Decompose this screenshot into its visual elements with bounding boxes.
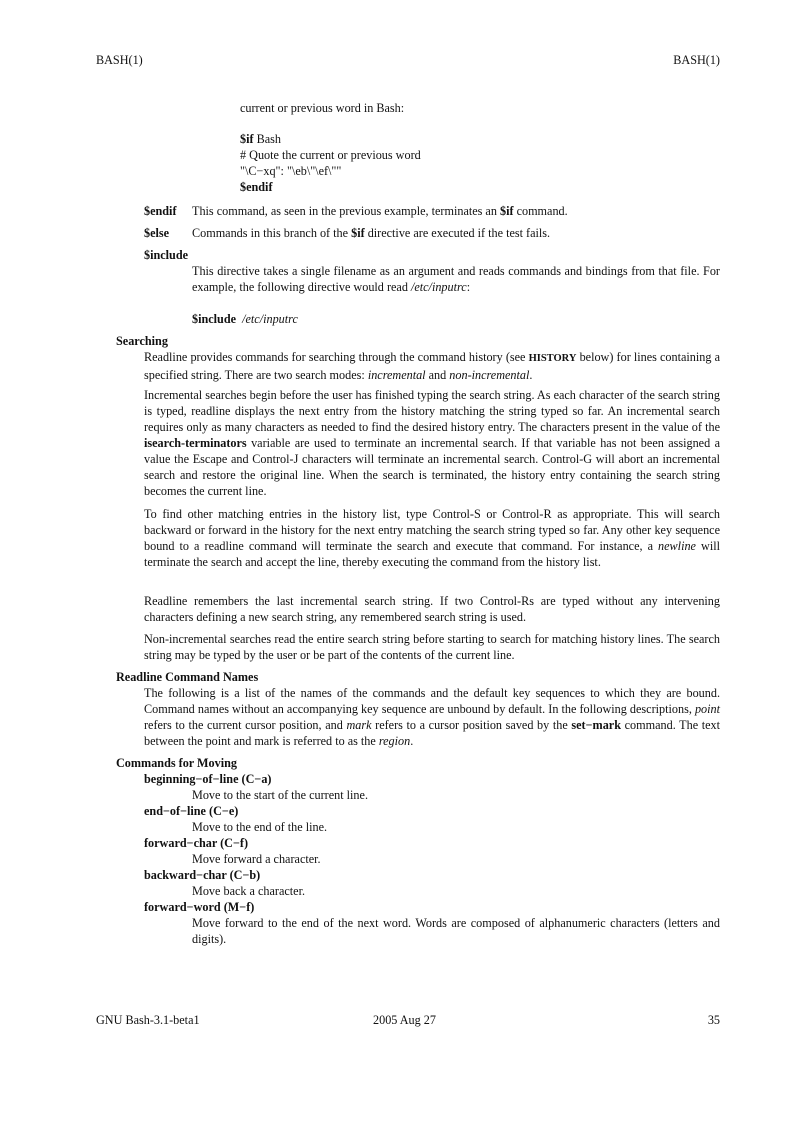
searching-para-2: Incremental searches begin before the user has finished typing the search string. As each character of the search string is typed, readline displays the next entry from the history matching the string typed so far. An incremental search requires only as many characters as needed to find the desired history entry. The characters present in the value of the isearch-terminators variable are used to terminate an incremental search. If that variable has not been assigned a value the Escape and Control-J characters will terminate an incremental search. Control-G will abort an incremental search and restore the original line. When the search is terminated, the history entry containing the search string becomes the current line. <box>144 388 720 498</box>
intro-line: current or previous word in Bash: <box>240 101 405 115</box>
command-desc: Move back a character. <box>192 884 306 898</box>
include-desc: This directive takes a single filename as an argument and reads commands and bindings from that file. For example, the following directive would read /etc/inputrc: <box>192 264 720 294</box>
command-desc: Move to the start of the current line. <box>192 788 368 802</box>
page-number: 35 <box>707 1013 720 1027</box>
command-desc: Move to the end of the line. <box>192 820 328 834</box>
searching-para-5: Non-incremental searches read the entire search string before starting to search for matching history lines. The search string may be typed by the user or be part of the contents of the current line. <box>144 632 720 662</box>
command-desc: Move forward to the end of the next word. Words are composed of alphanumeric characters (letters and digits). <box>192 916 720 946</box>
code-if-keyword: $if <box>240 132 254 146</box>
command-desc: Move forward a character. <box>192 852 321 866</box>
command-names-heading: Readline Command Names <box>116 670 259 684</box>
searching-para-4: Readline remembers the last incremental search string. If two Control-Rs are typed without any intervening characters defining a new search string, any remembered search string is used. <box>144 594 720 624</box>
else-term: $else <box>144 226 170 240</box>
searching-para-3: To find other matching entries in the history list, type Control-S or Control-R as appropriate. This will search backward or forward in the history for the next entry matching the search string typed so far. Any other key sequence bound to a readline command will terminate the search and execute that command. For instance, a newline will terminate the search and accept the line, thereby executing the command from the history list. <box>144 507 720 569</box>
command-name: end−of−line (C−e) <box>144 804 239 818</box>
code-line-4: $endif <box>240 180 273 194</box>
code-block <box>240 131 421 195</box>
code-line-1: Bash <box>253 132 281 146</box>
code-line-3: "\C−xq": "\eb\"\ef\"" <box>240 164 342 178</box>
code-line-2: # Quote the current or previous word <box>240 148 421 162</box>
footer-center: 2005 Aug 27 <box>373 1013 436 1027</box>
command-name: forward−char (C−f) <box>144 836 249 850</box>
header-left: BASH(1) <box>96 53 143 67</box>
endif-term: $endif <box>144 204 177 218</box>
footer-left: GNU Bash-3.1-beta1 <box>96 1013 200 1027</box>
header-right: BASH(1) <box>673 53 720 67</box>
include-term: $include <box>144 248 189 262</box>
command-name: backward−char (C−b) <box>144 868 261 882</box>
command-names-para: The following is a list of the names of the commands and the default key sequences to which they are bound. Command names without an accompanying key sequence are unbound by default. In the following descriptions, point refers to the current cursor position, and mark refers to a cursor position saved by the set−mark command. The text between the point and mark is referred to as the region. <box>144 686 721 748</box>
searching-heading: Searching <box>116 334 168 348</box>
command-name: forward−word (M−f) <box>144 900 255 914</box>
command-name: beginning−of−line (C−a) <box>144 772 272 786</box>
searching-para-1: Readline provides commands for searching through the command history (see HISTORY below) for lines containing a specified string. There are two search modes: incremental and non-incremental. <box>144 350 720 382</box>
else-desc: Commands in this branch of the $if directive are executed if the test fails. <box>192 226 551 240</box>
include-example: $include /etc/inputrc <box>192 312 298 326</box>
endif-desc: This command, as seen in the previous example, terminates an $if command. <box>192 204 568 218</box>
commands-moving-heading: Commands for Moving <box>116 756 237 770</box>
